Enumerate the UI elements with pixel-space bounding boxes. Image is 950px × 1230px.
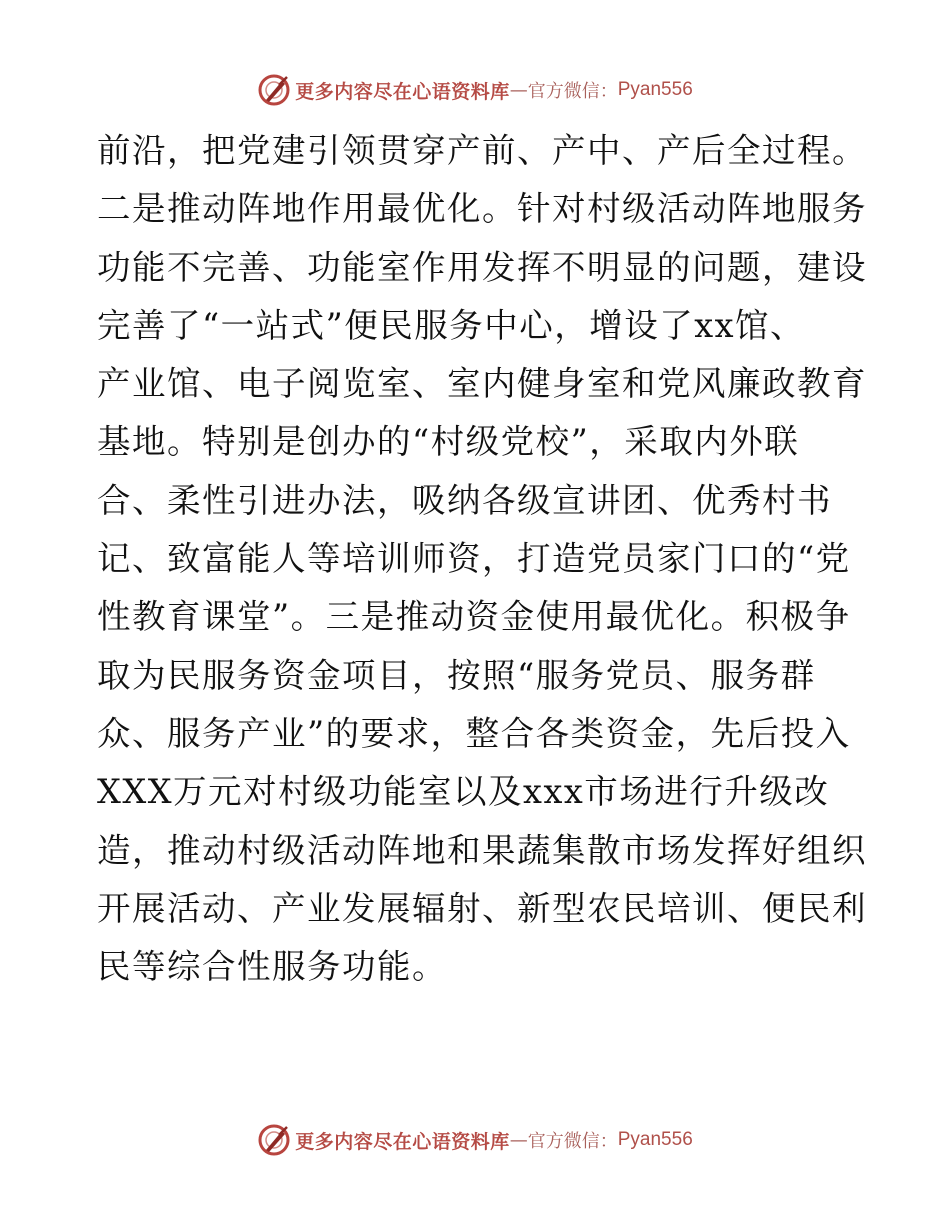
banner-wechat-id: Pyan556 (617, 1129, 693, 1150)
text-line: 民等综合性服务功能。 (97, 947, 447, 987)
banner-wechat-id: Pyan556 (617, 79, 693, 100)
header-banner (0, 70, 950, 110)
quill-logo-icon (257, 1123, 291, 1157)
text-line: 前沿，把党建引领贯穿产前、产中、产后全过程。 (97, 131, 867, 170)
banner-brand: 更多内容尽在心语资料库 (295, 1130, 510, 1153)
text-line: 记、致富能人等培训师资，打造党员家门口的“党 (97, 539, 851, 579)
text-line: 取为民服务资金项目，按照“服务党员、服务群 (97, 655, 816, 695)
text-line: 性教育课堂”。三是推动资金使用最优化。积极争 (97, 597, 851, 637)
text-line: 二是推动阵地作用最优化。针对村级活动阵地服务 (97, 189, 867, 229)
banner-brand: 更多内容尽在心语资料库 (295, 80, 510, 103)
quill-logo-icon (257, 73, 291, 107)
banner-wechat-label: 官方微信： (527, 81, 618, 102)
text-line: XXX万元对村级功能室以及xxx市场进行升级改 (97, 772, 830, 812)
banner-wechat-label: 官方微信： (527, 1131, 618, 1152)
footer-banner (0, 1120, 950, 1160)
banner-dash: — (509, 1129, 528, 1151)
text-line: 功能不完善、功能室作用发挥不明显的问题，建设 (97, 247, 867, 287)
text-line: 完善了“一站式”便民服务中心，增设了xx馆、 (97, 305, 806, 345)
text-line: 合、柔性引进办法，吸纳各级宣讲团、优秀村书 (97, 480, 832, 520)
document-body (97, 122, 867, 996)
banner-dash: — (509, 79, 528, 101)
text-line: 基地。特别是创办的“村级党校”，采取内外联 (97, 422, 800, 462)
text-line: 产业馆、电子阅览室、室内健身室和党风廉政教育 (97, 364, 867, 404)
text-line: 开展活动、产业发展辐射、新型农民培训、便民利 (97, 888, 867, 928)
text-line: 众、服务产业”的要求，整合各类资金，先后投入 (97, 713, 851, 753)
text-line: 造，推动村级活动阵地和果蔬集散市场发挥好组织 (97, 830, 867, 870)
